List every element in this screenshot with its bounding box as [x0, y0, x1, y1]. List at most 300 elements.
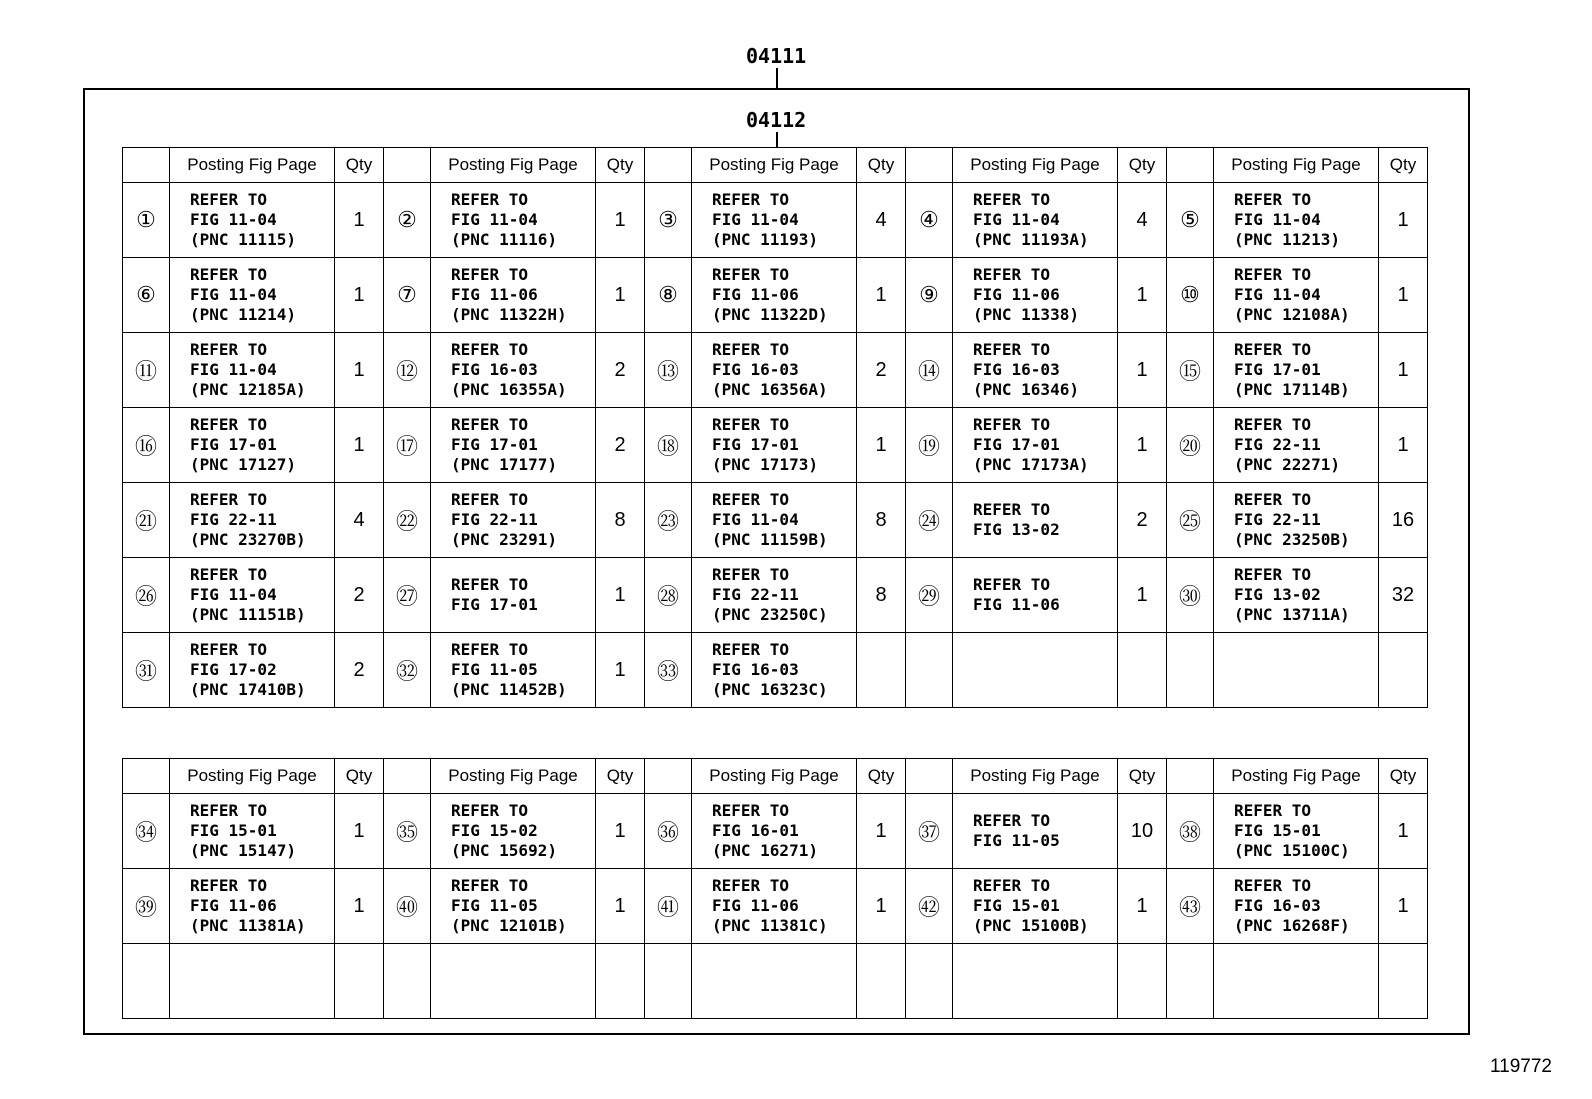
- refer-to-text: REFER TO: [451, 876, 529, 895]
- header-qty: Qty: [857, 759, 906, 794]
- pnc-reference: (PNC 12108A): [1234, 305, 1350, 324]
- item-number: [384, 944, 431, 1019]
- pnc-reference: (PNC 11381A): [190, 916, 306, 935]
- item-qty: [1118, 633, 1167, 708]
- item-qty: [1379, 633, 1428, 708]
- fig-reference: FIG 15-01: [1234, 821, 1321, 840]
- fig-reference: FIG 16-03: [712, 660, 799, 679]
- item-qty: 1: [1379, 333, 1428, 408]
- header-number-cell: [906, 759, 953, 794]
- item-qty: 10: [1118, 794, 1167, 869]
- header-posting-fig-page: Posting Fig Page: [1214, 759, 1379, 794]
- item-reference: [953, 408, 1118, 483]
- item-number: ㉖: [123, 558, 170, 633]
- refer-to-text: REFER TO: [973, 575, 1051, 594]
- fig-reference: FIG 11-04: [190, 360, 277, 379]
- pnc-reference: (PNC 16323C): [712, 680, 828, 699]
- header-number-cell: [384, 148, 431, 183]
- pnc-reference: (PNC 11452B): [451, 680, 567, 699]
- item-qty: 4: [1118, 183, 1167, 258]
- item-qty: 1: [1118, 258, 1167, 333]
- item-number: ㉜: [384, 633, 431, 708]
- parts-table-2: [122, 758, 1428, 1019]
- item-reference: [170, 258, 335, 333]
- fig-reference: FIG 11-04: [190, 285, 277, 304]
- pnc-reference: (PNC 23250B): [1234, 530, 1350, 549]
- item-number: ㉞: [123, 794, 170, 869]
- pnc-reference: (PNC 15100C): [1234, 841, 1350, 860]
- header-qty: Qty: [1379, 759, 1428, 794]
- item-reference: [170, 869, 335, 944]
- refer-to-text: REFER TO: [1234, 801, 1312, 820]
- refer-to-text: REFER TO: [1234, 490, 1312, 509]
- fig-reference: FIG 11-04: [1234, 210, 1321, 229]
- item-number: ㊳: [1167, 794, 1214, 869]
- item-qty: 1: [1118, 558, 1167, 633]
- fig-reference: FIG 11-05: [973, 831, 1060, 850]
- item-reference: [692, 869, 857, 944]
- item-number: ①: [123, 183, 170, 258]
- item-qty: 1: [857, 869, 906, 944]
- header-qty: Qty: [335, 759, 384, 794]
- pnc-reference: (PNC 22271): [1234, 455, 1340, 474]
- refer-to-text: REFER TO: [190, 190, 268, 209]
- fig-reference: FIG 22-11: [190, 510, 277, 529]
- refer-to-text: REFER TO: [712, 640, 790, 659]
- item-number: [645, 944, 692, 1019]
- item-reference: [692, 258, 857, 333]
- refer-to-text: REFER TO: [712, 415, 790, 434]
- fig-reference: FIG 16-01: [712, 821, 799, 840]
- pnc-reference: (PNC 23250C): [712, 605, 828, 624]
- pnc-reference: (PNC 13711A): [1234, 605, 1350, 624]
- pnc-reference: (PNC 11214): [190, 305, 296, 324]
- item-qty: 1: [335, 869, 384, 944]
- refer-to-text: REFER TO: [1234, 340, 1312, 359]
- refer-to-text: REFER TO: [712, 876, 790, 895]
- pnc-reference: (PNC 11151B): [190, 605, 306, 624]
- item-qty: [857, 633, 906, 708]
- header-number-cell: [384, 759, 431, 794]
- item-number: ⑮: [1167, 333, 1214, 408]
- item-qty: [1379, 944, 1428, 1019]
- item-number: ⑬: [645, 333, 692, 408]
- fig-reference: FIG 11-04: [451, 210, 538, 229]
- item-number: ㉑: [123, 483, 170, 558]
- header-number-cell: [1167, 148, 1214, 183]
- pnc-reference: (PNC 15147): [190, 841, 296, 860]
- item-reference: [1214, 869, 1379, 944]
- item-number: ㊸: [1167, 869, 1214, 944]
- item-number: [906, 633, 953, 708]
- fig-reference: FIG 15-01: [190, 821, 277, 840]
- item-reference: [692, 794, 857, 869]
- fig-reference: FIG 16-03: [973, 360, 1060, 379]
- refer-to-text: REFER TO: [451, 265, 529, 284]
- item-reference: [170, 633, 335, 708]
- item-reference: [1214, 258, 1379, 333]
- refer-to-text: REFER TO: [973, 876, 1051, 895]
- header-qty: Qty: [1118, 759, 1167, 794]
- pnc-reference: (PNC 15692): [451, 841, 557, 860]
- item-qty: [335, 944, 384, 1019]
- pnc-reference: (PNC 12185A): [190, 380, 306, 399]
- header-posting-fig-page: Posting Fig Page: [692, 148, 857, 183]
- item-qty: 16: [1379, 483, 1428, 558]
- item-reference: [431, 483, 596, 558]
- item-reference: [1214, 483, 1379, 558]
- item-reference: [170, 183, 335, 258]
- refer-to-text: REFER TO: [190, 565, 268, 584]
- item-qty: [857, 944, 906, 1019]
- pnc-reference: (PNC 16268F): [1234, 916, 1350, 935]
- item-number: ㊶: [645, 869, 692, 944]
- fig-reference: FIG 15-02: [451, 821, 538, 840]
- item-reference: [431, 869, 596, 944]
- fig-reference: FIG 11-04: [1234, 285, 1321, 304]
- refer-to-text: REFER TO: [190, 340, 268, 359]
- item-number: ㉙: [906, 558, 953, 633]
- fig-reference: FIG 11-04: [190, 585, 277, 604]
- item-reference: [1214, 183, 1379, 258]
- fig-reference: FIG 11-04: [712, 210, 799, 229]
- item-reference: [953, 333, 1118, 408]
- header-number-cell: [645, 148, 692, 183]
- item-number: [906, 944, 953, 1019]
- item-number: ⑦: [384, 258, 431, 333]
- item-qty: 8: [857, 558, 906, 633]
- item-reference: [692, 408, 857, 483]
- item-number: ㉒: [384, 483, 431, 558]
- fig-reference: FIG 17-01: [1234, 360, 1321, 379]
- assembly-sub-leader: [776, 132, 778, 147]
- item-number: ②: [384, 183, 431, 258]
- pnc-reference: (PNC 16356A): [712, 380, 828, 399]
- refer-to-text: REFER TO: [1234, 190, 1312, 209]
- assembly-sub-label: 04112: [746, 108, 807, 132]
- pnc-reference: (PNC 17114B): [1234, 380, 1350, 399]
- item-qty: 1: [1118, 408, 1167, 483]
- fig-reference: FIG 22-11: [712, 585, 799, 604]
- fig-reference: FIG 11-06: [190, 896, 277, 915]
- pnc-reference: (PNC 11159B): [712, 530, 828, 549]
- item-reference: [692, 483, 857, 558]
- refer-to-text: REFER TO: [190, 265, 268, 284]
- item-number: ㉟: [384, 794, 431, 869]
- refer-to-text: REFER TO: [451, 801, 529, 820]
- header-posting-fig-page: Posting Fig Page: [1214, 148, 1379, 183]
- item-number: ⑲: [906, 408, 953, 483]
- header-number-cell: [645, 759, 692, 794]
- header-posting-fig-page: Posting Fig Page: [953, 759, 1118, 794]
- fig-reference: FIG 11-04: [973, 210, 1060, 229]
- fig-reference: FIG 13-02: [1234, 585, 1321, 604]
- item-reference: [1214, 408, 1379, 483]
- header-qty: Qty: [596, 759, 645, 794]
- pnc-reference: (PNC 23270B): [190, 530, 306, 549]
- item-reference: [953, 258, 1118, 333]
- refer-to-text: REFER TO: [712, 801, 790, 820]
- item-reference: [692, 944, 857, 1019]
- item-reference: [431, 944, 596, 1019]
- fig-reference: FIG 11-06: [973, 285, 1060, 304]
- pnc-reference: (PNC 17177): [451, 455, 557, 474]
- pnc-reference: (PNC 16355A): [451, 380, 567, 399]
- item-reference: [1214, 333, 1379, 408]
- refer-to-text: REFER TO: [451, 640, 529, 659]
- item-number: ㉕: [1167, 483, 1214, 558]
- fig-reference: FIG 16-03: [1234, 896, 1321, 915]
- item-number: ㉛: [123, 633, 170, 708]
- pnc-reference: (PNC 11322H): [451, 305, 567, 324]
- item-qty: 1: [1379, 408, 1428, 483]
- header-qty: Qty: [596, 148, 645, 183]
- pnc-reference: (PNC 16271): [712, 841, 818, 860]
- item-number: [1167, 633, 1214, 708]
- item-number: ⑭: [906, 333, 953, 408]
- item-number: ⑫: [384, 333, 431, 408]
- refer-to-text: REFER TO: [973, 500, 1051, 519]
- item-number: ⑧: [645, 258, 692, 333]
- item-number: ㉓: [645, 483, 692, 558]
- item-number: [1167, 944, 1214, 1019]
- refer-to-text: REFER TO: [1234, 265, 1312, 284]
- item-reference: [692, 183, 857, 258]
- fig-reference: FIG 17-01: [973, 435, 1060, 454]
- header-row: [123, 759, 1428, 794]
- fig-reference: FIG 22-11: [1234, 510, 1321, 529]
- refer-to-text: REFER TO: [712, 565, 790, 584]
- item-number: ㉗: [384, 558, 431, 633]
- item-qty: 32: [1379, 558, 1428, 633]
- item-qty: 2: [596, 408, 645, 483]
- refer-to-text: REFER TO: [451, 415, 529, 434]
- item-reference: [953, 794, 1118, 869]
- item-reference: [170, 483, 335, 558]
- item-reference: [170, 794, 335, 869]
- item-qty: 2: [857, 333, 906, 408]
- fig-reference: FIG 17-02: [190, 660, 277, 679]
- item-number: ⑨: [906, 258, 953, 333]
- table-row: [123, 869, 1428, 944]
- item-qty: 1: [596, 183, 645, 258]
- item-qty: 1: [596, 633, 645, 708]
- refer-to-text: REFER TO: [712, 340, 790, 359]
- fig-reference: FIG 11-06: [973, 595, 1060, 614]
- fig-reference: FIG 22-11: [1234, 435, 1321, 454]
- refer-to-text: REFER TO: [973, 265, 1051, 284]
- item-qty: 1: [857, 408, 906, 483]
- refer-to-text: REFER TO: [1234, 565, 1312, 584]
- item-qty: 2: [1118, 483, 1167, 558]
- refer-to-text: REFER TO: [1234, 415, 1312, 434]
- item-qty: 2: [335, 633, 384, 708]
- header-posting-fig-page: Posting Fig Page: [692, 759, 857, 794]
- pnc-reference: (PNC 11193A): [973, 230, 1089, 249]
- item-number: ㉔: [906, 483, 953, 558]
- refer-to-text: REFER TO: [190, 490, 268, 509]
- refer-to-text: REFER TO: [190, 415, 268, 434]
- item-reference: [1214, 794, 1379, 869]
- pnc-reference: (PNC 12101B): [451, 916, 567, 935]
- item-qty: 1: [596, 869, 645, 944]
- item-qty: 1: [1118, 333, 1167, 408]
- header-qty: Qty: [335, 148, 384, 183]
- pnc-reference: (PNC 23291): [451, 530, 557, 549]
- pnc-reference: (PNC 11116): [451, 230, 557, 249]
- pnc-reference: (PNC 15100B): [973, 916, 1089, 935]
- item-reference: [431, 258, 596, 333]
- table-row: [123, 333, 1428, 408]
- fig-reference: FIG 17-01: [190, 435, 277, 454]
- header-qty: Qty: [1379, 148, 1428, 183]
- refer-to-text: REFER TO: [973, 415, 1051, 434]
- table-row: [123, 633, 1428, 708]
- fig-reference: FIG 17-01: [451, 435, 538, 454]
- item-qty: [596, 944, 645, 1019]
- header-number-cell: [123, 148, 170, 183]
- item-qty: 4: [335, 483, 384, 558]
- item-reference: [953, 869, 1118, 944]
- item-number: ③: [645, 183, 692, 258]
- refer-to-text: REFER TO: [712, 490, 790, 509]
- pnc-reference: (PNC 11115): [190, 230, 296, 249]
- item-number: ㊴: [123, 869, 170, 944]
- header-posting-fig-page: Posting Fig Page: [431, 759, 596, 794]
- pnc-reference: (PNC 17173A): [973, 455, 1089, 474]
- illustration-id: 119772: [1490, 1056, 1552, 1077]
- item-qty: 1: [596, 558, 645, 633]
- table-row: [123, 183, 1428, 258]
- pnc-reference: (PNC 11213): [1234, 230, 1340, 249]
- refer-to-text: REFER TO: [451, 190, 529, 209]
- item-qty: 2: [596, 333, 645, 408]
- item-qty: 1: [596, 258, 645, 333]
- assembly-top-label: 04111: [746, 44, 807, 68]
- item-qty: 1: [335, 408, 384, 483]
- fig-reference: FIG 16-03: [712, 360, 799, 379]
- header-posting-fig-page: Posting Fig Page: [953, 148, 1118, 183]
- item-number: ⑥: [123, 258, 170, 333]
- item-reference: [953, 558, 1118, 633]
- item-reference: [170, 944, 335, 1019]
- header-posting-fig-page: Posting Fig Page: [170, 148, 335, 183]
- item-reference: [431, 558, 596, 633]
- table-row: [123, 258, 1428, 333]
- item-number: ㉘: [645, 558, 692, 633]
- item-reference: [953, 483, 1118, 558]
- header-row: [123, 148, 1428, 183]
- item-number: ㉝: [645, 633, 692, 708]
- item-number: ⑩: [1167, 258, 1214, 333]
- item-qty: 1: [335, 333, 384, 408]
- item-reference: [431, 333, 596, 408]
- header-number-cell: [123, 759, 170, 794]
- item-reference: [431, 183, 596, 258]
- parts-table-1: [122, 147, 1428, 708]
- item-number: ⑳: [1167, 408, 1214, 483]
- header-qty: Qty: [1118, 148, 1167, 183]
- table-row: [123, 794, 1428, 869]
- item-reference: [431, 408, 596, 483]
- item-qty: 1: [1379, 183, 1428, 258]
- refer-to-text: REFER TO: [451, 340, 529, 359]
- item-reference: [1214, 558, 1379, 633]
- fig-reference: FIG 17-01: [712, 435, 799, 454]
- item-qty: 8: [596, 483, 645, 558]
- item-reference: [692, 558, 857, 633]
- item-qty: 1: [335, 183, 384, 258]
- refer-to-text: REFER TO: [451, 490, 529, 509]
- item-number: ㊲: [906, 794, 953, 869]
- item-reference: [170, 408, 335, 483]
- item-reference: [431, 633, 596, 708]
- item-qty: 1: [1118, 869, 1167, 944]
- fig-reference: FIG 11-05: [451, 660, 538, 679]
- fig-reference: FIG 15-01: [973, 896, 1060, 915]
- item-qty: 1: [596, 794, 645, 869]
- item-reference: [1214, 633, 1379, 708]
- item-reference: [431, 794, 596, 869]
- table-row: [123, 483, 1428, 558]
- item-qty: 1: [857, 258, 906, 333]
- pnc-reference: (PNC 17127): [190, 455, 296, 474]
- pnc-reference: (PNC 17410B): [190, 680, 306, 699]
- item-qty: 8: [857, 483, 906, 558]
- fig-reference: FIG 17-01: [451, 595, 538, 614]
- fig-reference: FIG 11-05: [451, 896, 538, 915]
- pnc-reference: (PNC 16346): [973, 380, 1079, 399]
- item-reference: [692, 333, 857, 408]
- item-number: ⑰: [384, 408, 431, 483]
- refer-to-text: REFER TO: [973, 190, 1051, 209]
- refer-to-text: REFER TO: [712, 190, 790, 209]
- fig-reference: FIG 22-11: [451, 510, 538, 529]
- table-row: [123, 558, 1428, 633]
- item-number: [123, 944, 170, 1019]
- item-reference: [1214, 944, 1379, 1019]
- item-qty: 4: [857, 183, 906, 258]
- item-qty: 1: [857, 794, 906, 869]
- refer-to-text: REFER TO: [973, 340, 1051, 359]
- fig-reference: FIG 11-06: [451, 285, 538, 304]
- item-qty: 1: [1379, 869, 1428, 944]
- fig-reference: FIG 16-03: [451, 360, 538, 379]
- refer-to-text: REFER TO: [190, 876, 268, 895]
- refer-to-text: REFER TO: [712, 265, 790, 284]
- assembly-top-leader: [776, 68, 778, 88]
- item-number: ⑤: [1167, 183, 1214, 258]
- refer-to-text: REFER TO: [1234, 876, 1312, 895]
- fig-reference: FIG 11-06: [712, 896, 799, 915]
- fig-reference: FIG 11-04: [712, 510, 799, 529]
- item-number: ㉚: [1167, 558, 1214, 633]
- item-qty: [1118, 944, 1167, 1019]
- header-qty: Qty: [857, 148, 906, 183]
- item-reference: [953, 944, 1118, 1019]
- item-qty: 1: [335, 258, 384, 333]
- item-reference: [170, 333, 335, 408]
- table-row: [123, 944, 1428, 1019]
- refer-to-text: REFER TO: [190, 640, 268, 659]
- item-number: ㊱: [645, 794, 692, 869]
- item-reference: [692, 633, 857, 708]
- pnc-reference: (PNC 17173): [712, 455, 818, 474]
- fig-reference: FIG 11-06: [712, 285, 799, 304]
- pnc-reference: (PNC 11322D): [712, 305, 828, 324]
- item-qty: 1: [1379, 258, 1428, 333]
- header-posting-fig-page: Posting Fig Page: [431, 148, 596, 183]
